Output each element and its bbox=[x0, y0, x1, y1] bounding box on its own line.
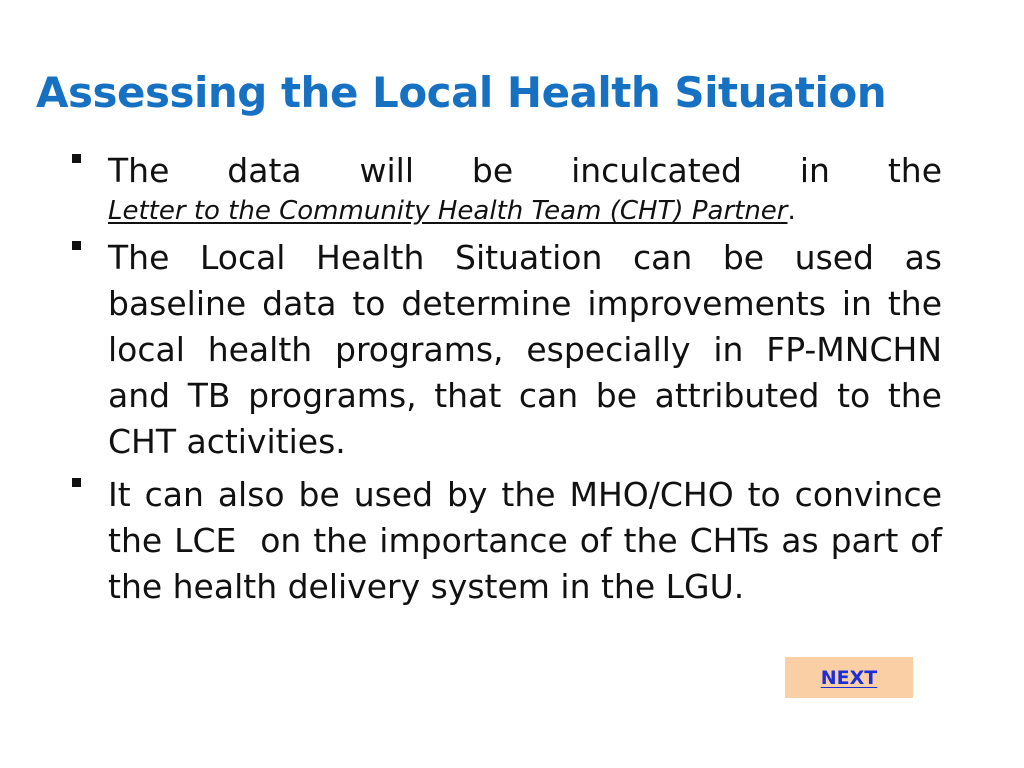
next-button-label[interactable]: NEXT bbox=[820, 666, 878, 689]
bullet-item-3 bbox=[70, 472, 953, 610]
bullet-2-text: The Local Health Situation can be used as baseline data to determine improvements in the local health programs, especially in FP-MNCHN and TB programs, that can be attributed to the CHT activities. bbox=[108, 238, 942, 461]
bullet-1-text: The data will be inculcated in the bbox=[108, 151, 942, 190]
bullet-3-text: It can also be used by the MHO/CHO to convince the LCE on the importance of the CHTs as part of the health delivery system in the LGU. bbox=[108, 475, 953, 606]
bullet-1-suffix: . bbox=[787, 196, 796, 226]
square-bullet-icon bbox=[72, 478, 81, 487]
next-button[interactable] bbox=[785, 657, 913, 698]
letter-reference: Letter to the Community Health Team (CHT) Partner bbox=[108, 196, 788, 226]
bullet-item-2 bbox=[70, 235, 942, 465]
slide-title: Assessing the Local Health Situation bbox=[36, 68, 887, 117]
bullet-1-reference-line bbox=[108, 194, 942, 228]
bullet-1-line bbox=[108, 148, 942, 194]
bullet-list bbox=[70, 148, 953, 617]
square-bullet-icon bbox=[72, 154, 81, 163]
bullet-item-1 bbox=[70, 148, 942, 228]
square-bullet-icon bbox=[72, 241, 81, 250]
